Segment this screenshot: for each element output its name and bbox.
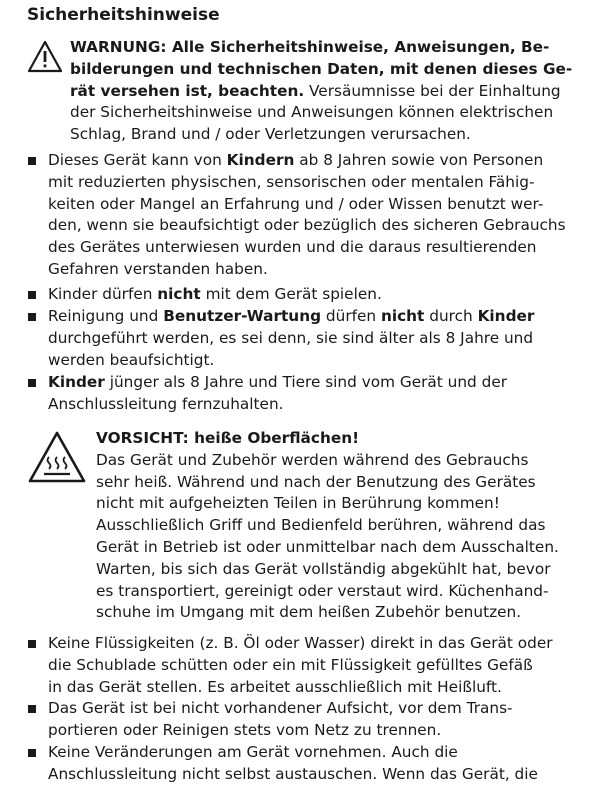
bullet-marker xyxy=(28,157,36,165)
warning-triangle-icon xyxy=(27,40,63,73)
warning-line: Schlag, Brand und / oder Verletzungen verursachen. xyxy=(70,125,471,144)
list-item: Reinigung und Benutzer-Wartung dürfen nicht durch Kinder durchgeführt werden, es sei denn, sie sind älter als 8 Jahre und werden beaufsichtigt. xyxy=(48,307,535,369)
warning-line: rät versehen ist, beachten. Versäumnisse bei der Einhaltung xyxy=(70,81,561,100)
warning-line: bilderungen und technischen Daten, mit denen dieses Ge- xyxy=(70,59,573,78)
section-title: Sicherheitshinweise xyxy=(27,5,220,25)
bullet-marker xyxy=(28,313,36,321)
list-item: Keine Flüssigkeiten (z. B. Öl oder Wasser) direkt in das Gerät oder die Schublade schütten oder ein mit Flüssigkeit gefülltes Gefäß in das Gerät stellen. Es arbeitet ausschließlich mit Heißluft. xyxy=(48,634,553,696)
list-item: Kinder dürfen nicht mit dem Gerät spielen. xyxy=(48,285,382,303)
caution-text: VORSICHT: heiße Oberflächen! Das Gerät und Zubehör werden während des Gebrauchs sehr heiß. Während und nach der Benutzung des Gerätes nicht mit aufgeheizten Teilen in Berührung kommen! Ausschließlich Griff und Bedienfeld berühren, während das Gerät in Betrieb ist oder unmittelbar nach dem Ausschalten. Warten, bis sich das Gerät vollständig abgekühlt hat, bevor es transportiert, gereinigt oder verstaut wird. Küchenhand- schuhe im Umgang mit dem heißen Zubehör benutzen. xyxy=(96,429,559,622)
bullet-marker xyxy=(28,640,36,648)
warning-line: der Sicherheitshinweise und Anweisungen können elektrischen xyxy=(70,103,554,122)
list-item: Kinder jünger als 8 Jahre und Tiere sind vom Gerät und der Anschlussleitung fernzuhalten. xyxy=(48,373,508,413)
hot-surface-icon xyxy=(27,430,87,484)
list-item: Keine Veränderungen am Gerät vornehmen. Auch die Anschlussleitung nicht selbst austauschen. Wenn das Gerät, die xyxy=(48,743,538,783)
list-item: Das Gerät ist bei nicht vorhandener Aufsicht, vor dem Trans- portieren oder Reinigen stets vom Netz zu trennen. xyxy=(48,699,513,739)
bullet-marker xyxy=(28,291,36,299)
caution-title: VORSICHT: heiße Oberflächen! xyxy=(96,429,360,447)
bullet-marker xyxy=(28,749,36,757)
warning-line: WARNUNG: Alle Sicherheitshinweise, Anweisungen, Be- xyxy=(70,38,550,56)
list-item: Dieses Gerät kann von Kindern ab 8 Jahren sowie von Personen mit reduzierten physischen, sensorischen oder mentalen Fähig- keiten oder Mangel an Erfahrung und / oder Wissen benutzt wer- den, wenn sie beaufsichtigt oder bezüglich des sicheren Gebrauchs des Gerätes unterwiesen wurden und die daraus resultierenden Gefahren verstanden haben. xyxy=(48,151,566,278)
warning-text xyxy=(70,37,572,146)
bullet-marker xyxy=(28,705,36,713)
bullet-marker xyxy=(28,379,36,387)
